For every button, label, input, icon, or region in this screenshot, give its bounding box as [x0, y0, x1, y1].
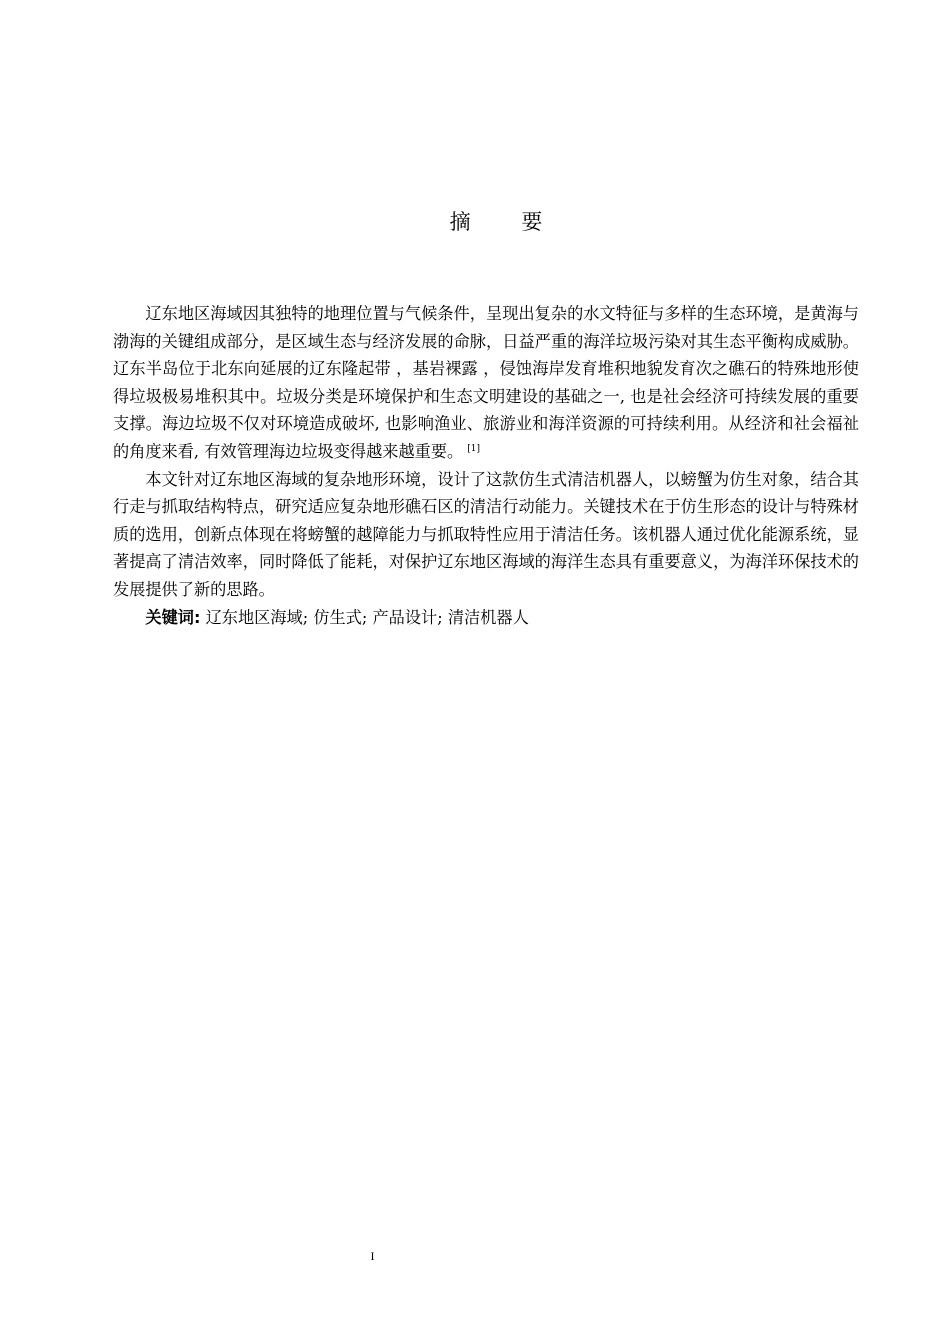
abstract-paragraph: [113, 300, 859, 466]
keywords-line: [113, 604, 859, 632]
citation-marker: [1]: [467, 443, 480, 454]
page-title: 摘 要: [449, 210, 565, 234]
keywords-text: 辽东地区海域; 仿生式; 产品设计; 清洁机器人: [200, 607, 529, 627]
keywords-label: 关键词:: [145, 607, 201, 627]
page-number: I: [370, 1249, 375, 1263]
paragraph-text: 辽东地区海域因其独特的地理位置与气候条件，呈现出复杂的水文特征与多样的生态环境，是黄海与渤海的关键组成部分，是区域生态与经济发展的命脉，日益严重的海洋垃圾污染对其生态平衡构成威胁。辽东半岛位于北东向延展的辽东隆起带 ，基岩裸露 ，侵蚀海岸发育堆积地貌发育次之礁石的特殊地形使得垃圾极易堆积其中。垃圾分类是环境保护和生态文明建设的基础之一, 也是社会经济可持续发展的重要支撑。海边垃圾不仅对环境造成破坏, 也影响渔业、旅游业和海洋资源的可持续利用。从经济和社会福祉的角度来看, 有效管理海边垃圾变得越来越重要。: [113, 304, 859, 461]
abstract-paragraph: 本文针对辽东地区海域的复杂地形环境，设计了这款仿生式清洁机器人，以螃蟹为仿生对象，结合其行走与抓取结构特点，研究适应复杂地形礁石区的清洁行动能力。关键技术在于仿生形态的设计与特殊材质的选用，创新点体现在将螃蟹的越障能力与抓取特性应用于清洁任务。该机器人通过优化能源系统，显著提高了清洁效率，同时降低了能耗，对保护辽东地区海域的海洋生态具有重要意义，为海洋环保技术的发展提供了新的思路。: [113, 469, 859, 599]
abstract-body: [113, 300, 859, 631]
